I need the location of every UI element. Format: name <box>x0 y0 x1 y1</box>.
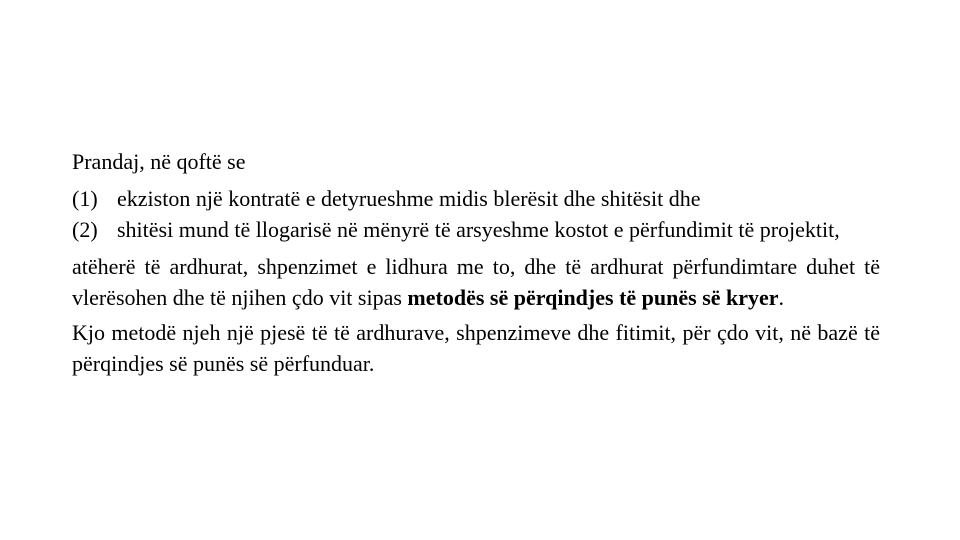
explanation-paragraph: Kjo metodë njeh një pjesë të të ardhurave, shpenzimeve dhe fitimit, për çdo vit, në bazë të përqindjes së punës së përfunduar. <box>72 320 880 376</box>
consequence-paragraph <box>72 251 880 313</box>
condition-2-text: shitësi mund të llogarisë në mënyrë të arsyeshme kostot e përfundimit të projektit, <box>117 217 840 242</box>
condition-2-number: (2) <box>72 217 98 242</box>
condition-2 <box>72 214 880 245</box>
intro-line: Prandaj, në qoftë se <box>72 149 246 174</box>
consequence-emphasis: metodës së përqindjes të punës së kryer <box>407 285 779 310</box>
condition-1-number: (1) <box>72 186 98 211</box>
consequence-text: atëherë të ardhurat, shpenzimet e lidhura me to, dhe të ardhurat përfundimtare duhet të vlerësohen dhe të njihen çdo vit sipas <box>72 254 880 310</box>
condition-1-text: ekziston një kontratë e detyrueshme midis blerësit dhe shitësit dhe <box>117 186 701 211</box>
text-body <box>72 146 880 379</box>
consequence-end: . <box>778 285 785 310</box>
condition-1 <box>72 183 880 214</box>
